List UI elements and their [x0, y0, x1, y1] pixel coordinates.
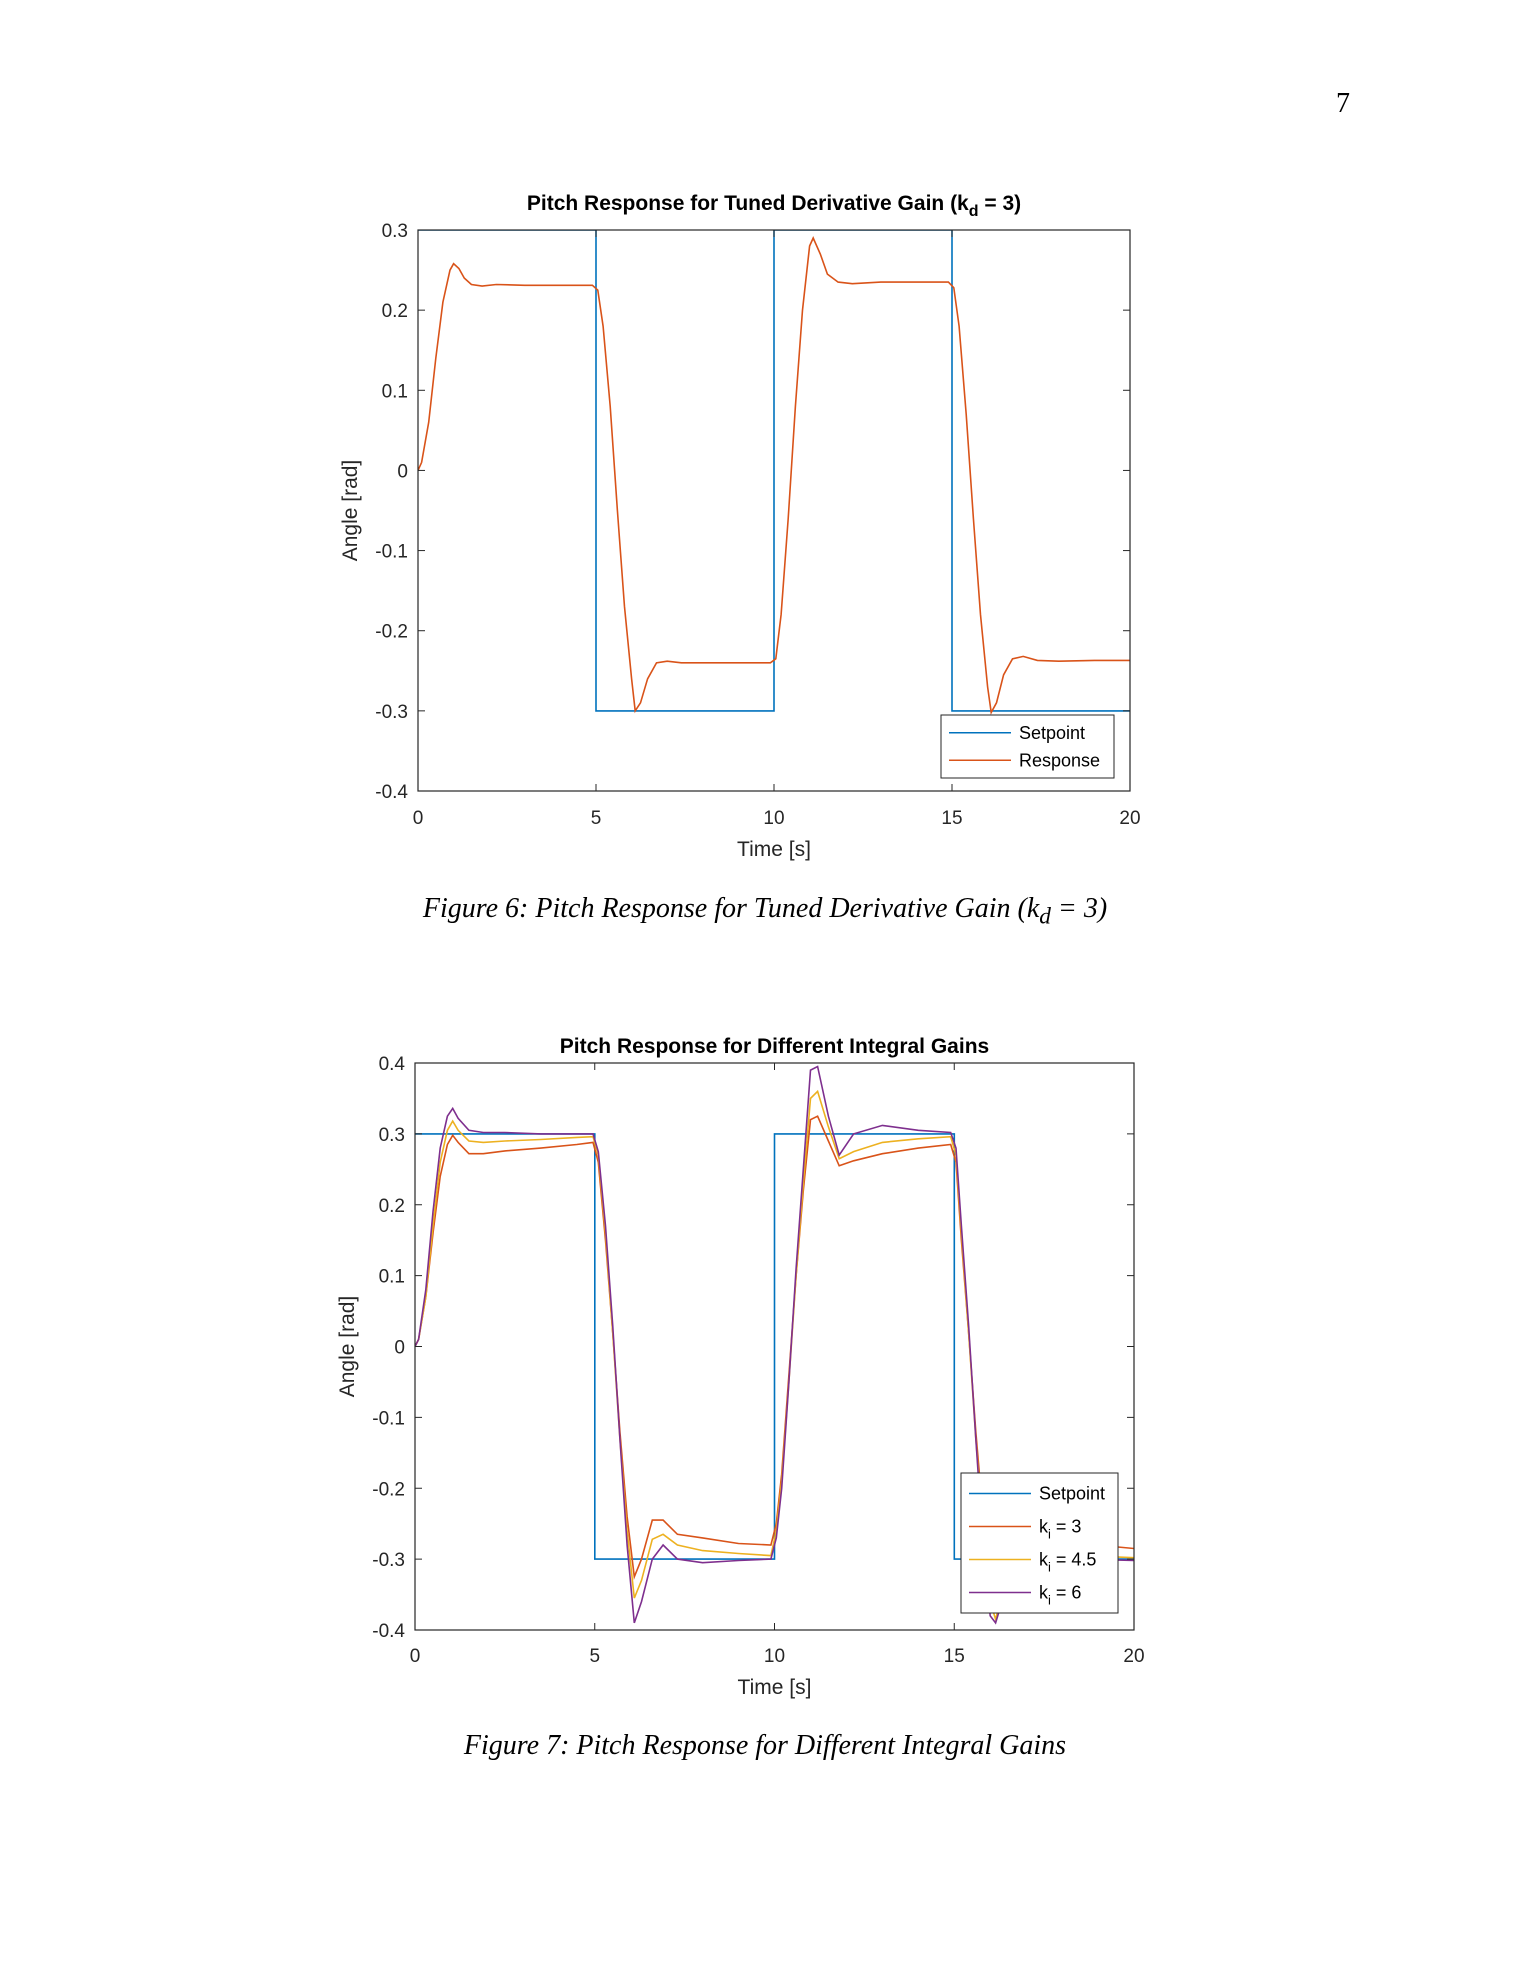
y-tick-label: -0.2: [375, 621, 408, 643]
x-tick-label: 10: [763, 808, 785, 829]
y-tick-label: 0: [394, 1337, 405, 1359]
y-tick-label: -0.4: [375, 782, 408, 803]
y-tick-label: -0.1: [372, 1408, 405, 1430]
pitch-response-derivative-chart: [0, 170, 1530, 880]
x-tick-label: 5: [589, 1646, 601, 1667]
x-tick-label: 10: [763, 1646, 786, 1667]
x-axis-label: Time [s]: [737, 1676, 812, 1699]
y-tick-label: 0.3: [381, 221, 408, 242]
y-tick-label: -0.2: [372, 1479, 405, 1501]
legend-entry: $k_i = 4.5$: [1039, 1549, 1097, 1575]
page-number: 7: [1336, 88, 1350, 119]
legend: [961, 1473, 1118, 1613]
legend: [941, 715, 1114, 778]
legend-entry: Setpoint: [1039, 1483, 1106, 1504]
figure-7-chart: [0, 1025, 1530, 1745]
y-tick-label: -0.3: [375, 701, 408, 723]
x-tick-label: 20: [1119, 808, 1141, 829]
x-tick-label: 0: [412, 808, 424, 829]
x-axis-label: Time [s]: [737, 838, 811, 861]
chart-title: Pitch Response for Tuned Derivative Gain $(k_d = 3)$: [526, 192, 1022, 220]
figure-6-caption-subscript: d: [1039, 903, 1051, 930]
y-tick-label: 0.2: [378, 1195, 405, 1217]
x-tick-label: 0: [409, 1646, 421, 1667]
figure-6-caption-tail: = 3): [1050, 893, 1108, 924]
y-tick-label: 0.1: [381, 381, 408, 403]
y-tick-label: 0.2: [381, 301, 408, 323]
legend-entry: $k_i = 3$: [1039, 1516, 1082, 1542]
figure-6-chart: [0, 170, 1530, 880]
figure-6-caption-text: Figure 6: Pitch Response for Tuned Derivative Gain (k: [422, 893, 1040, 924]
y-axis-label: Angle [rad]: [336, 1295, 359, 1398]
y-axis-label: Angle [rad]: [339, 459, 362, 562]
y-tick-label: -0.4: [372, 1621, 405, 1642]
y-tick-label: 0.4: [378, 1054, 405, 1075]
x-tick-label: 15: [943, 1646, 965, 1667]
x-tick-label: 5: [590, 808, 602, 829]
x-tick-label: 20: [1123, 1646, 1145, 1667]
legend-entry: $k_i = 6$: [1039, 1582, 1082, 1608]
y-tick-label: 0.3: [378, 1124, 405, 1146]
figure-7-caption: [0, 1730, 1530, 1762]
y-tick-label: 0.1: [378, 1266, 405, 1288]
x-tick-label: 15: [941, 808, 963, 829]
figure-7-caption-text: Figure 7: Pitch Response for Different Integral Gains: [463, 1730, 1067, 1761]
y-tick-label: -0.3: [372, 1550, 405, 1572]
pitch-response-integral-chart: [0, 1025, 1530, 1745]
y-tick-label: -0.1: [375, 541, 408, 563]
chart-title: Pitch Response for Different Integral Gains: [559, 1035, 990, 1058]
legend-entry: Setpoint: [1019, 722, 1086, 743]
y-tick-label: 0: [397, 461, 408, 483]
figure-6-caption: [0, 893, 1530, 931]
legend-entry: Response: [1019, 750, 1101, 771]
